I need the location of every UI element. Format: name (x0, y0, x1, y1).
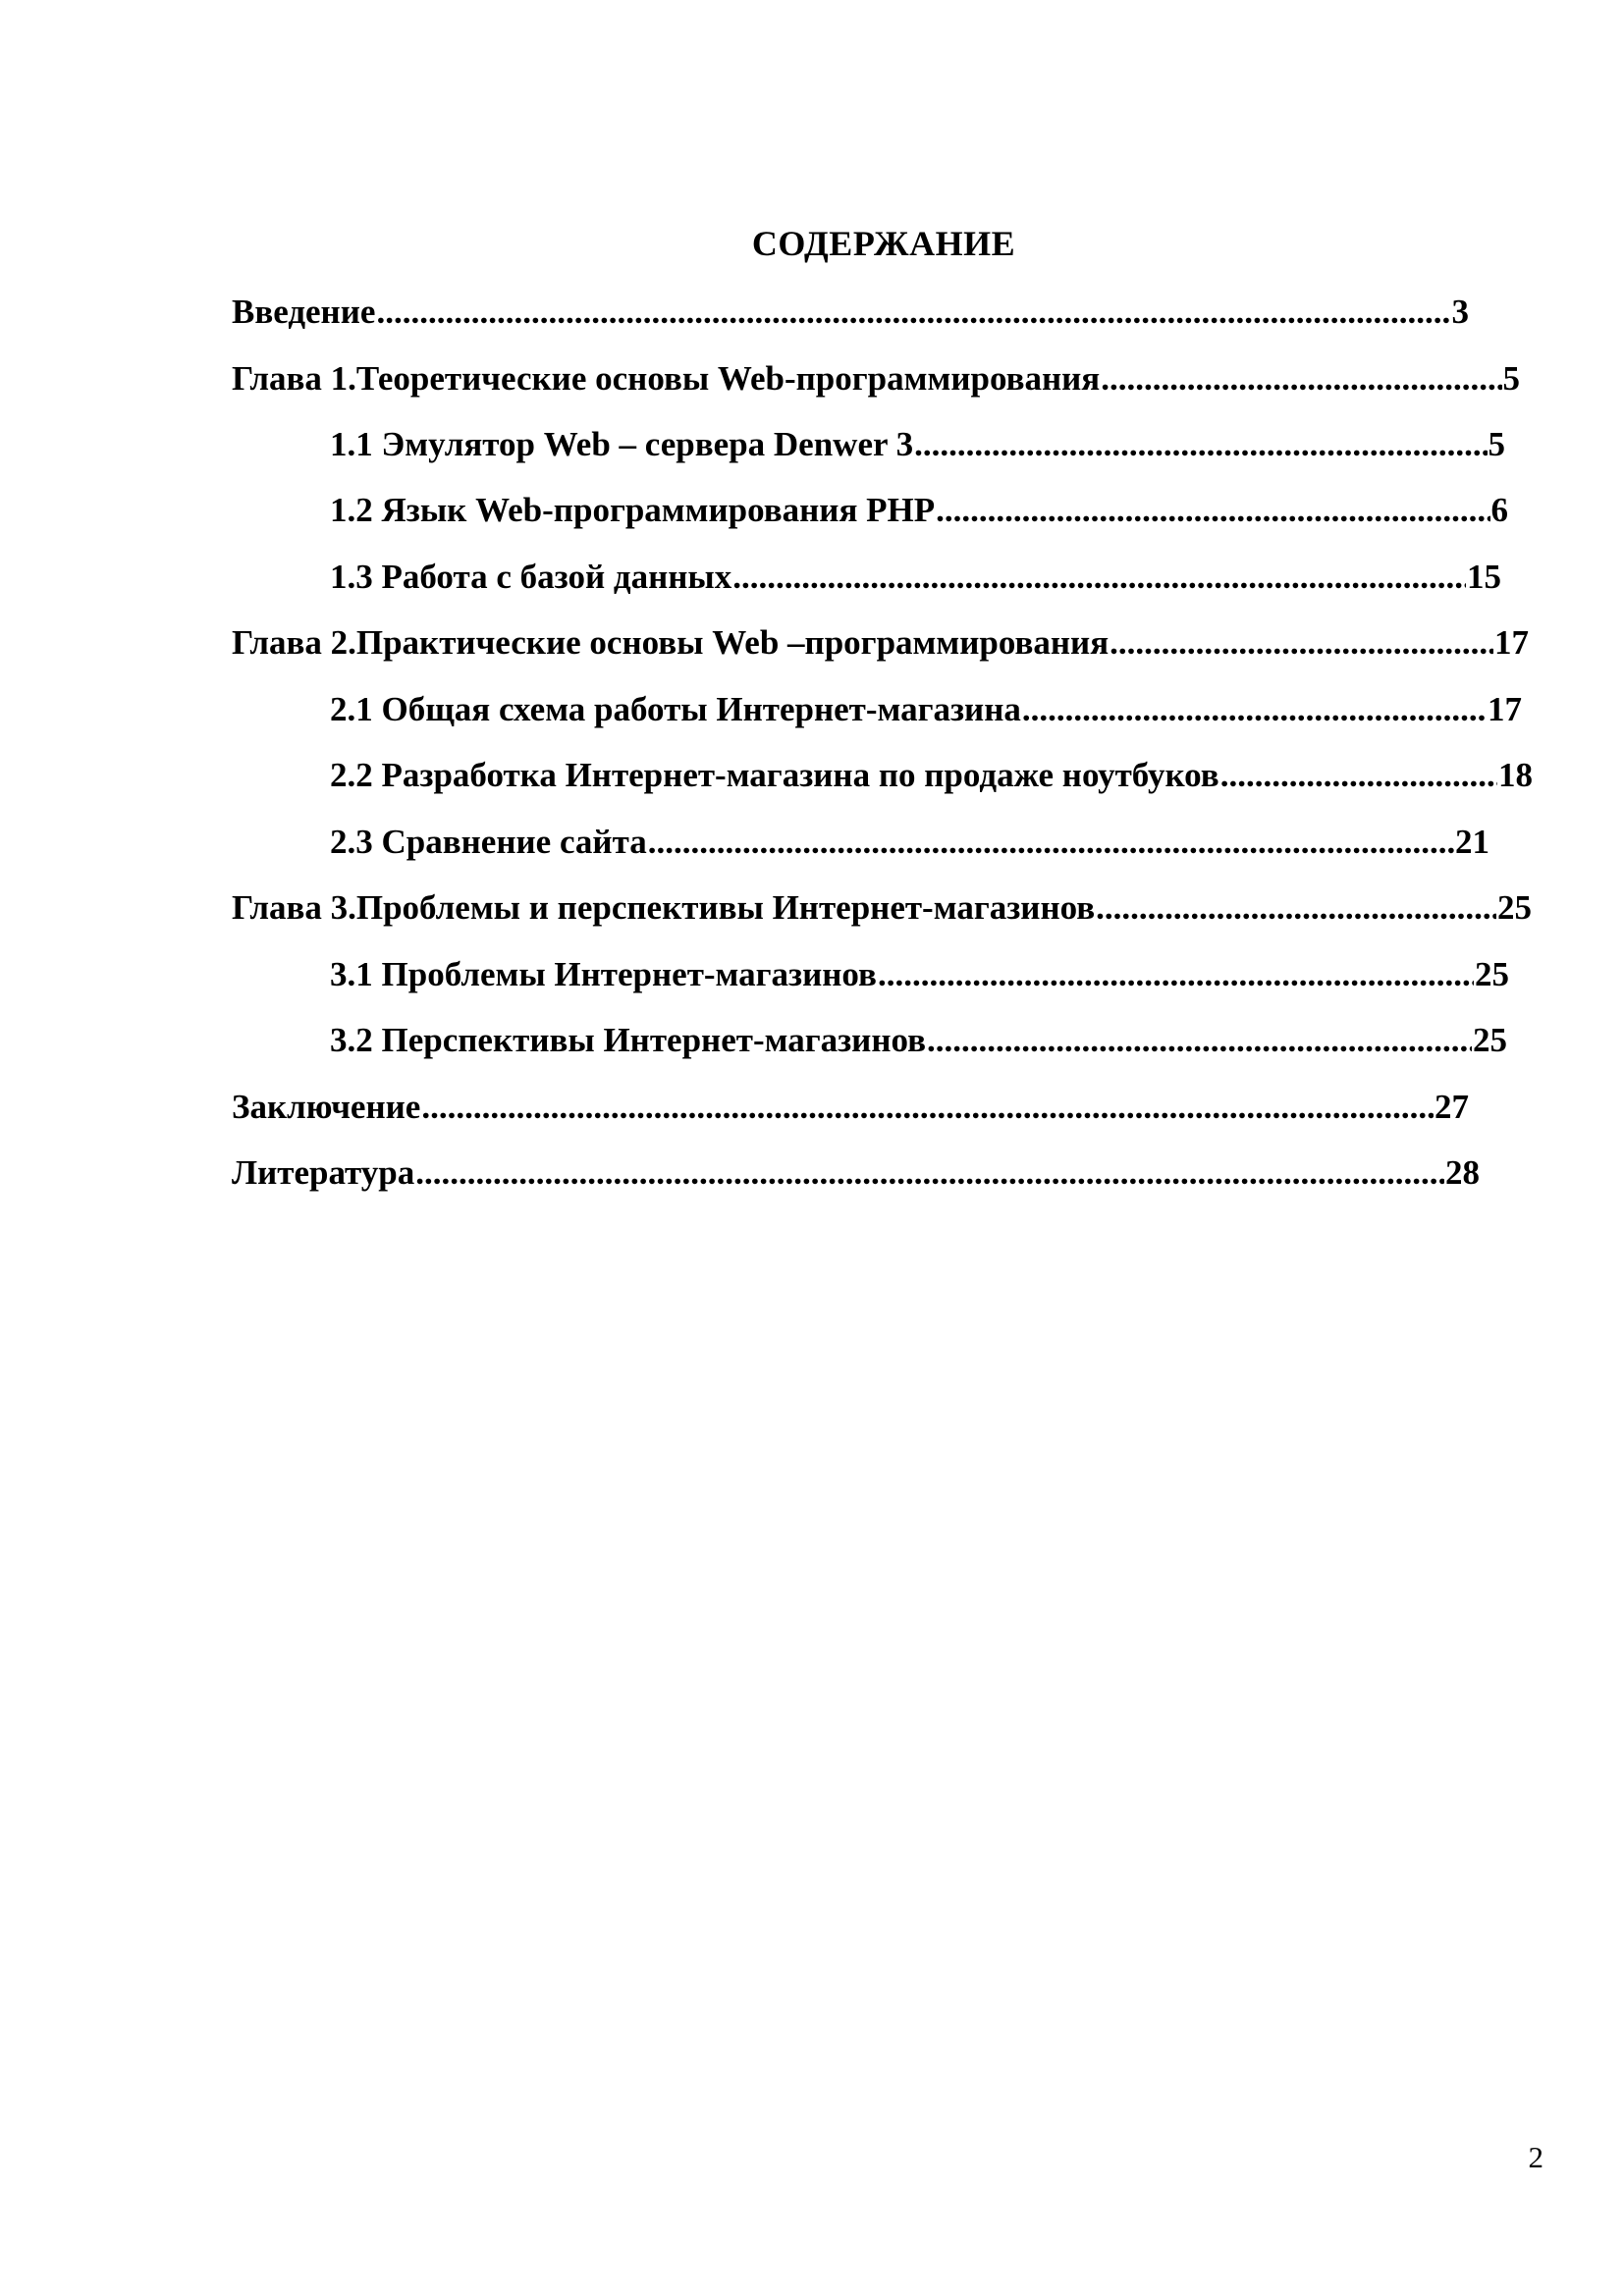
toc-entry-page: 15 (1467, 558, 1501, 596)
toc-entry-section-1-2[interactable] (330, 489, 1508, 532)
toc-title: СОДЕРЖАНИЕ (751, 224, 1016, 263)
toc-entry-section-1-1[interactable] (330, 423, 1505, 466)
toc-entry-page: 25 (1475, 955, 1509, 993)
toc-leader-dots (1101, 357, 1501, 400)
toc-leader-dots (732, 556, 1466, 599)
toc-entry-page: 25 (1497, 888, 1532, 927)
toc-leader-dots (1096, 886, 1496, 930)
toc-entry-label: Литература (232, 1153, 415, 1192)
toc-entry-label: 3.2 Перспективы Интернет-магазинов (330, 1021, 927, 1059)
toc-entry-page: 17 (1488, 690, 1522, 728)
toc-leader-dots (1022, 688, 1487, 731)
toc-entry-introduction[interactable] (232, 291, 1469, 334)
toc-entry-page: 6 (1490, 491, 1508, 529)
toc-entry-section-2-2[interactable] (330, 754, 1533, 797)
toc-entry-section-2-3[interactable] (330, 821, 1489, 864)
toc-leader-dots (936, 489, 1489, 532)
toc-leader-dots (376, 291, 1450, 334)
toc-entry-chapter-1[interactable] (232, 357, 1520, 400)
toc-entry-label: 1.1 Эмулятор Web – сервера Denwer 3 (330, 425, 914, 463)
toc-entry-page: 3 (1451, 293, 1469, 331)
toc-entry-label: 2.2 Разработка Интернет-магазина по продаже ноутбуков (330, 756, 1219, 794)
page-number: 2 (1528, 2140, 1543, 2174)
toc-entry-label: Заключение (232, 1088, 421, 1126)
toc-entry-page: 18 (1498, 756, 1533, 794)
toc-entry-label: Глава 2.Практические основы Web –программирования (232, 623, 1110, 662)
toc-entry-page: 27 (1435, 1088, 1469, 1126)
toc-entry-label: 2.3 Сравнение сайта (330, 823, 647, 861)
toc-entry-chapter-2[interactable] (232, 621, 1529, 665)
toc-entry-section-2-1[interactable] (330, 688, 1522, 731)
toc-entry-section-3-1[interactable] (330, 953, 1509, 996)
toc-leader-dots (1220, 754, 1497, 797)
toc-entry-label: 2.1 Общая схема работы Интернет-магазина (330, 690, 1021, 728)
toc-entry-page: 28 (1445, 1153, 1480, 1192)
toc-entry-literature[interactable] (232, 1151, 1480, 1195)
toc-leader-dots (914, 423, 1487, 466)
toc-entry-page: 17 (1494, 623, 1529, 662)
toc-entry-page: 21 (1455, 823, 1489, 861)
toc-entry-label: 1.2 Язык Web-программирования PHP (330, 491, 936, 529)
toc-leader-dots (421, 1086, 1434, 1129)
toc-entry-label: Глава 3.Проблемы и перспективы Интернет-магазинов (232, 888, 1096, 927)
toc-leader-dots (415, 1151, 1444, 1195)
toc-entry-chapter-3[interactable] (232, 886, 1532, 930)
toc-leader-dots (648, 821, 1454, 864)
toc-leader-dots (1110, 621, 1493, 665)
toc-entry-page: 25 (1473, 1021, 1507, 1059)
toc-entry-label: Глава 1.Теоретические основы Web-программирования (232, 359, 1101, 398)
toc-entry-page: 5 (1502, 359, 1520, 398)
toc-entry-page: 5 (1488, 425, 1505, 463)
toc-entry-label: 3.1 Проблемы Интернет-магазинов (330, 955, 877, 993)
toc-entry-label: 1.3 Работа с базой данных (330, 558, 732, 596)
toc-entry-conclusion[interactable] (232, 1086, 1469, 1129)
toc-entry-section-1-3[interactable] (330, 556, 1501, 599)
toc-leader-dots (927, 1019, 1472, 1062)
toc-entry-label: Введение (232, 293, 376, 331)
toc-entry-section-3-2[interactable] (330, 1019, 1507, 1062)
toc-leader-dots (878, 953, 1474, 996)
